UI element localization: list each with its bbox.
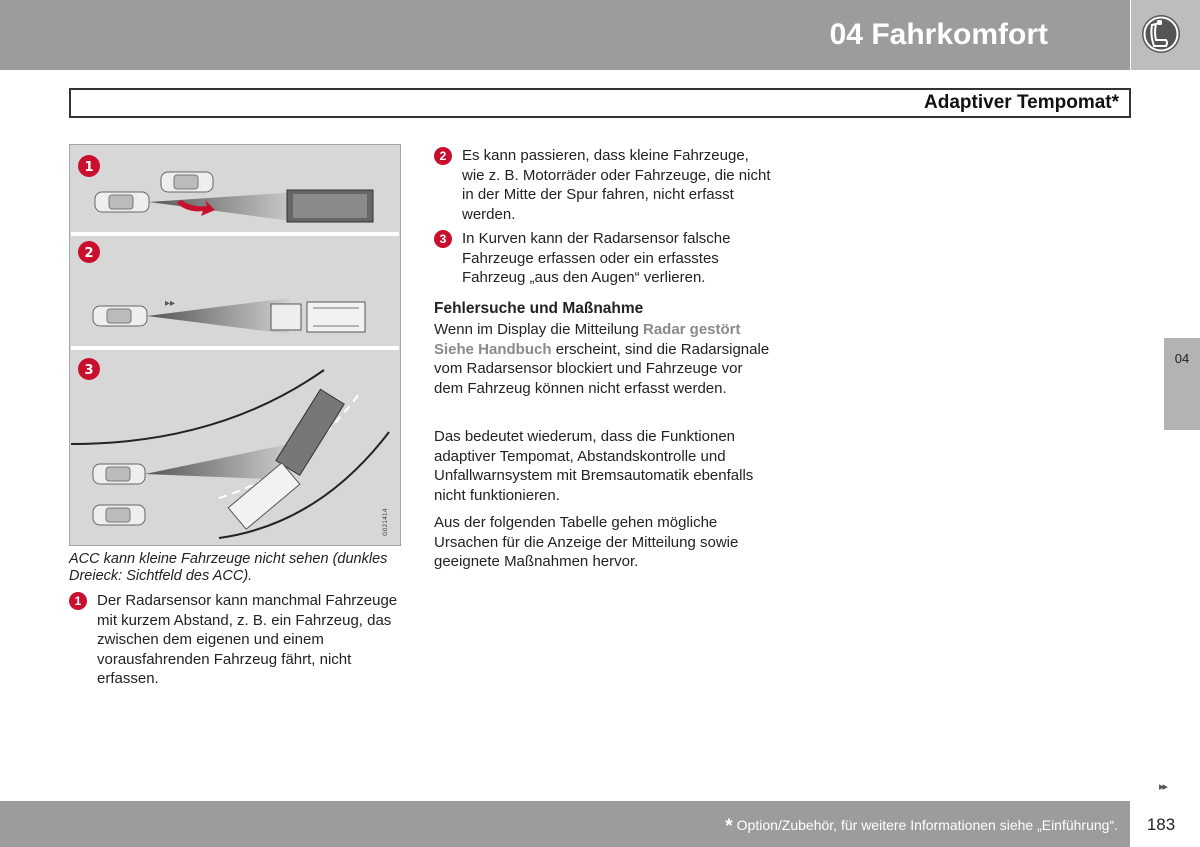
- truck: [287, 190, 373, 222]
- chapter-title: 04 Fahrkomfort: [829, 18, 1048, 51]
- side-tab-label: 04: [1174, 351, 1190, 366]
- panel-divider: [71, 346, 399, 350]
- footnote-star: *: [725, 816, 733, 837]
- item-badge: 1: [69, 592, 87, 610]
- svg-text:3: 3: [84, 363, 94, 378]
- own-car: [93, 464, 145, 484]
- figure-caption: ACC kann kleine Fahrzeuge nicht sehen (dunkles Dreieck: Sichtfeld des ACC).: [69, 551, 388, 584]
- troubleshooting-paragraph-2: Das bedeutet wiederum, dass die Funktionen adaptiver Tempomat, Abstandskontrolle und Unfallwarnsystem mit Bremsautomatik ebenfalls nicht funktionieren.: [434, 428, 754, 504]
- display-message: Radar gestört Siehe Handbuch: [434, 321, 741, 358]
- svg-text:▸▸: ▸▸: [165, 298, 176, 309]
- troubleshooting-paragraph-3: Aus der folgenden Tabelle gehen mögliche Ursachen für die Anzeige der Mitteilung sowie geeignete Maßnahmen hervor.: [434, 514, 739, 570]
- item-text: Es kann passieren, dass kleine Fahrzeuge, wie z. B. Motorräder oder Fahrzeuge, die nicht in der Mitte der Spur fahren, nicht erfasst werden.: [462, 147, 771, 223]
- page-number: 183: [1146, 815, 1176, 834]
- own-car: [95, 192, 149, 212]
- continue-icon: ▸▸: [1159, 781, 1167, 793]
- image-code: G021414: [382, 508, 389, 536]
- section-title: Adaptiver Tempomat*: [924, 92, 1119, 113]
- footnote: [725, 816, 1118, 838]
- second-car: [93, 505, 145, 525]
- seat-icon: [1141, 14, 1181, 54]
- list-item: [434, 146, 774, 224]
- cutting-in-car: [161, 172, 213, 192]
- item-text: In Kurven kann der Radarsensor falsche Fahrzeuge erfassen oder ein erfasstes Fahrzeug „aus den Augen“ verlieren.: [462, 230, 731, 286]
- chapter-side-tab[interactable]: [1164, 338, 1200, 430]
- item-text: Der Radarsensor kann manchmal Fahrzeuge mit kurzem Abstand, z. B. ein Fahrzeug, das zwischen dem eigenen und einem vorausfahrenden Fahrzeug fährt, nicht erfassen.: [97, 592, 398, 687]
- svg-text:2: 2: [84, 246, 94, 261]
- footer-bar: [0, 801, 1130, 847]
- figure-badge-1: [78, 155, 100, 177]
- list-item: [434, 229, 774, 288]
- motorcycle-and-truck: [271, 302, 365, 332]
- panel-divider: [71, 232, 399, 236]
- svg-text:1: 1: [84, 160, 94, 175]
- own-car: [93, 306, 147, 326]
- figure-badge-3: [78, 358, 100, 380]
- item-badge: 3: [434, 230, 452, 248]
- section-title-box: [69, 88, 1131, 118]
- troubleshooting-paragraph-1: [434, 320, 774, 398]
- footnote-text: Option/Zubehör, für weitere Informationen siehe „Einführung“.: [736, 817, 1118, 833]
- list-item: [69, 591, 409, 689]
- acc-illustration: [69, 144, 401, 546]
- figure-badge-2: [78, 241, 100, 263]
- item-badge: 2: [434, 147, 452, 165]
- troubleshooting-heading: Fehlersuche und Maßnahme: [434, 300, 644, 317]
- paragraph-text: Wenn im Display die Mitteilung: [434, 321, 643, 338]
- paragraph-text: erscheint, sind die Radarsignale vom Radarsensor blockiert und Fahrzeuge vor dem Fahrzeug können nicht erfasst werden.: [434, 340, 770, 397]
- header-bar: [0, 0, 1130, 70]
- page-number-box: [1131, 801, 1200, 847]
